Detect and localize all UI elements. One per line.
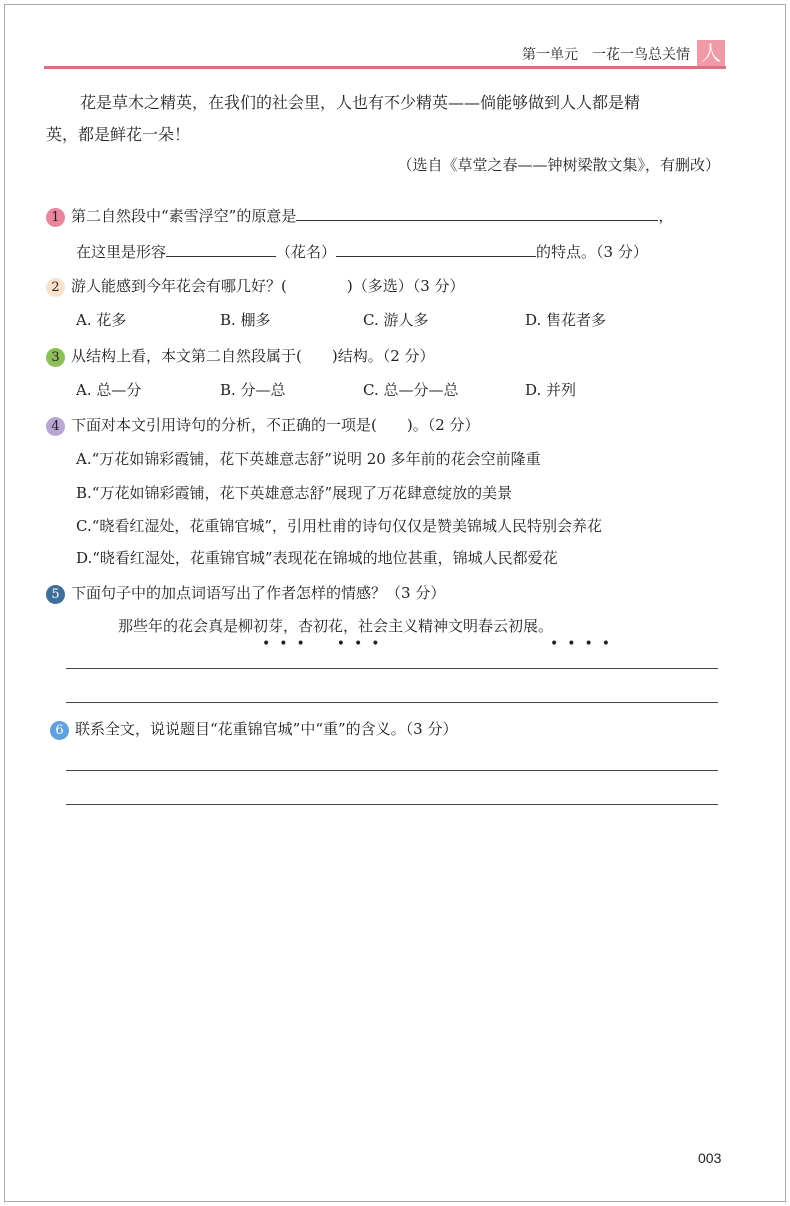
option[interactable]: A. 花多 [76, 311, 127, 329]
question-number: 6 [50, 721, 69, 740]
option[interactable]: B.“万花如锦彩霞铺，花下英雄意志舒”展现了万花肆意绽放的美景 [76, 484, 513, 502]
question-number: 3 [46, 348, 65, 367]
option[interactable]: D.“晓看红湿处，花重锦官城”表现花在锦城的地位甚重，锦城人民都爱花 [76, 549, 558, 567]
option[interactable]: B. 分—总 [220, 381, 286, 399]
passage-source: （选自《草堂之春——钟树梁散文集》，有删改） [397, 156, 720, 174]
option[interactable]: C.“晓看红湿处，花重锦官城”，引用杜甫的诗句仅仅是赞美锦城人民特别会养花 [76, 517, 603, 535]
answer-line[interactable] [66, 804, 718, 805]
question-1-line2 [76, 241, 648, 262]
option[interactable]: C. 总—分—总 [363, 381, 459, 399]
option[interactable]: C. 游人多 [363, 311, 429, 329]
question-text: 联系全文，说说题目“花重锦官城”中“重”的含义。（3 分） [75, 720, 458, 738]
option[interactable]: D. 售花者多 [525, 311, 607, 329]
question-3 [46, 345, 435, 367]
emphasis-dots: •••• [550, 636, 620, 652]
question-number: 5 [46, 585, 65, 604]
question-text: 第二自然段中“素雪浮空”的原意是 [71, 207, 297, 225]
question-text: ， [658, 207, 674, 225]
option[interactable]: D. 并列 [525, 381, 577, 399]
question-text: 从结构上看，本文第二自然段属于( )结构。（2 分） [71, 347, 435, 365]
header-divider [44, 66, 726, 69]
answer-line[interactable] [66, 668, 718, 669]
answer-line[interactable] [66, 702, 718, 703]
question-4 [46, 414, 480, 436]
unit-title: 第一单元 一花一鸟总关情 [522, 47, 690, 63]
answer-blank[interactable] [166, 242, 276, 257]
question-1 [46, 205, 673, 227]
option[interactable]: A.“万花如锦彩霞铺，花下英雄意志舒”说明 20 多年前的花会空前隆重 [76, 450, 541, 468]
passage-line: 花是草木之精英，在我们的社会里，人也有不少精英——倘能够做到人人都是精 [80, 93, 641, 112]
question-text: （花名） [276, 243, 337, 261]
page-number: 003 [698, 1150, 722, 1166]
passage-line: 英，都是鲜花一朵！ [46, 125, 191, 144]
option[interactable]: A. 总—分 [76, 381, 142, 399]
question-text: 游人能感到今年花会有哪几好？( )（多选）（3 分） [71, 277, 465, 295]
answer-blank[interactable] [336, 242, 536, 257]
question-number: 2 [46, 278, 65, 297]
option[interactable]: B. 棚多 [220, 311, 271, 329]
question-5 [46, 582, 445, 604]
question-6 [50, 718, 458, 740]
question-text: 下面句子中的加点词语写出了作者怎样的情感？（3 分） [71, 584, 446, 602]
question-text: 下面对本文引用诗句的分析，不正确的一项是( )。（2 分） [71, 416, 480, 434]
answer-blank[interactable] [296, 206, 658, 221]
question-number: 1 [46, 208, 65, 227]
unit-badge: 人 [697, 40, 725, 66]
question-number: 4 [46, 417, 65, 436]
question-text: 的特点。（3 分） [536, 243, 648, 261]
question-text: 在这里是形容 [76, 243, 167, 261]
question-2 [46, 275, 465, 297]
answer-line[interactable] [66, 770, 718, 771]
quote-sentence: 那些年的花会真是柳初芽，杏初花，社会主义精神文明春云初展。 [118, 617, 554, 635]
emphasis-dots: ••• ••• [262, 636, 389, 652]
